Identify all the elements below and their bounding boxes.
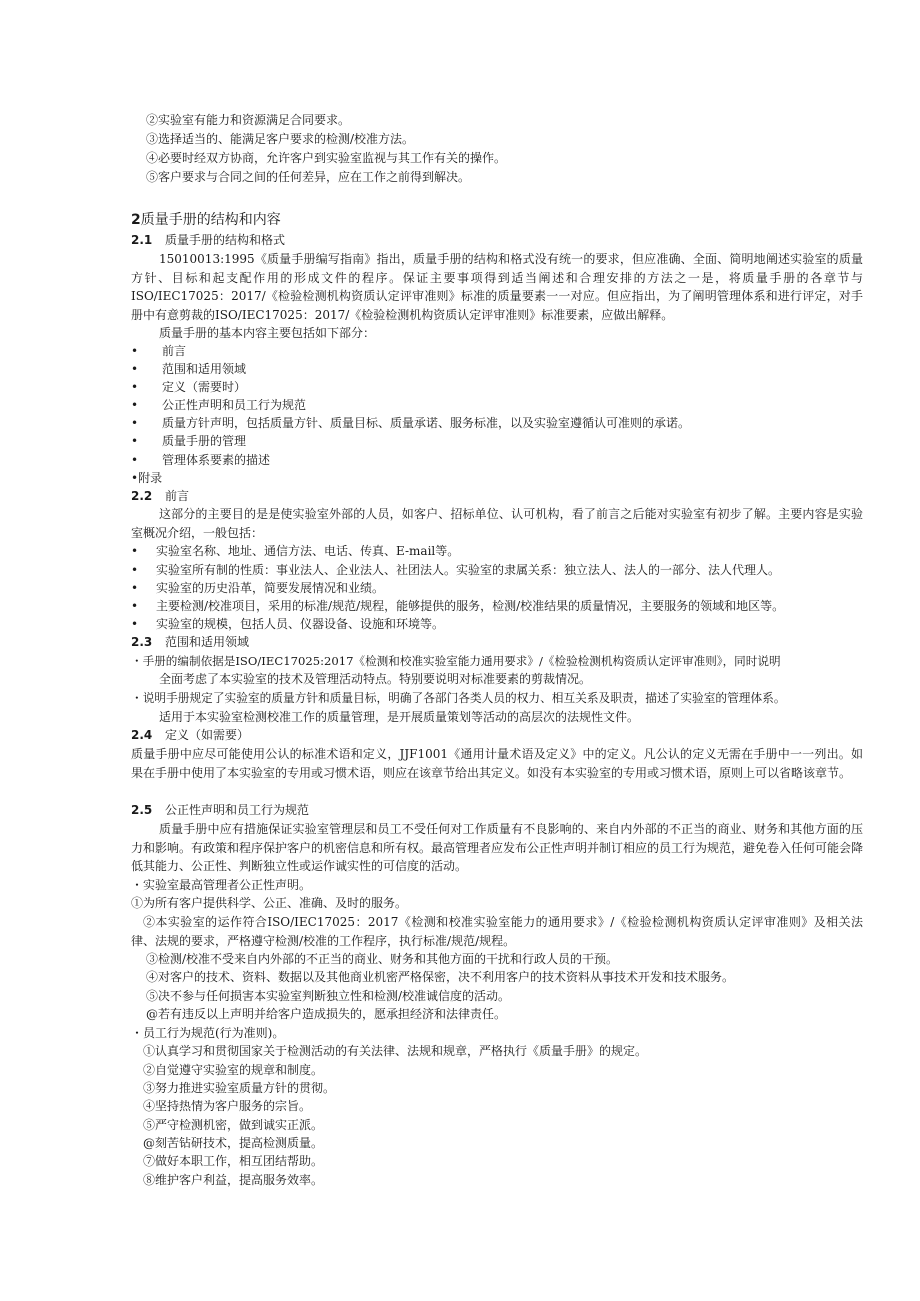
statement-item: @若有违反以上声明并给客户造成损失的，愿承担经济和法律责任。 — [146, 1007, 507, 1021]
subsection-title: 定义（如需要） — [165, 728, 250, 742]
intro-item: ④必要时经双方协商，允许客户到实验室监视与其工作有关的操作。 — [146, 151, 507, 165]
conduct-item: ⑤严守检测机密，做到诚实正派。 — [143, 1118, 324, 1132]
subsection-heading — [131, 633, 249, 652]
subsection-number: 2.5 — [131, 803, 153, 817]
list-item: 实验室的规模，包括人员、仪器设备、设施和环境等。 — [156, 617, 445, 631]
list-item: 实验室所有制的性质：事业法人、企业法人、社团法人。实验室的隶属关系：独立法人、法人的一部分、法人代理人。 — [156, 563, 781, 577]
intro-item: ⑤客户要求与合同之间的任何差异，应在工作之前得到解决。 — [146, 170, 471, 184]
list-item: 实验室名称、地址、通信方法、电话、传真、E-mail等。 — [156, 544, 460, 558]
intro-item: ③选择适当的、能满足客户要求的检测/校准方法。 — [146, 132, 415, 146]
paragraph: 质量手册中应尽可能使用公认的标准术语和定义，JJF1001《通用计量术语及定义》中的定义。凡公认的定义无需在手册中一一列出。如果在手册中使用了本实验室的专用或习惯术语，则应在该章节给出其定义。如没有本实验室的专用或习惯术语，原则上可以省略该章节。 — [131, 747, 863, 780]
bullet-marker: • — [131, 344, 139, 358]
conduct-item: ②自觉遵守实验室的规章和制度。 — [143, 1063, 324, 1077]
subsection-title: 公正性声明和员工行为规范 — [165, 803, 310, 817]
list-item: 公正性声明和员工行为规范 — [162, 398, 307, 412]
list-item: 管理体系要素的描述 — [162, 453, 271, 467]
subsection-number: 2.4 — [131, 728, 153, 742]
bullet-marker: • — [131, 544, 139, 558]
conduct-item: @刻苦钻研技术，提高检测质量。 — [143, 1136, 324, 1150]
intro-item: ②实验室有能力和资源满足合同要求。 — [146, 113, 351, 127]
list-item: 定义（需要时） — [162, 380, 247, 394]
conduct-heading: ・员工行为规范(行为准则)。 — [131, 1026, 285, 1040]
bullet-marker: • — [131, 434, 139, 448]
bullet-marker: • — [131, 380, 139, 394]
statement-item: ⑤决不参与任何损害本实验室判断独立性和检测/校准诚信度的活动。 — [146, 989, 511, 1003]
paragraph: 全面考虑了本实验室的技术及管理活动特点。特别要说明对标准要素的剪裁情况。 — [159, 672, 592, 686]
section-number: 2 — [131, 212, 141, 228]
list-item: 质量方针声明，包括质量方针、质量目标、质量承诺、服务标准，以及实验室遵循认可准则的承诺。 — [162, 416, 691, 430]
subsection-heading — [131, 801, 309, 820]
list-item: 主要检测/校准项目，采用的标准/规范/规程，能够提供的服务，检测/校准结果的质量情况，主要服务的领域和地区等。 — [156, 599, 785, 613]
bullet-marker: • — [131, 617, 139, 631]
subsection-heading — [131, 487, 189, 506]
list-item: 前言 — [162, 344, 187, 358]
paragraph: ・手册的编制依据是ISO/IEC17025:2017《检测和校准实验室能力通用要求》/《检验检测机构资质认定评审准则》，同时说明 — [131, 654, 781, 668]
subsection-number: 2.1 — [131, 233, 153, 247]
list-item: 质量手册的管理 — [162, 434, 247, 448]
paragraph: 15010013:1995《质量手册编写指南》指出，质量手册的结构和格式没有统一的要求，但应准确、全面、简明地阐述实验室的质量方针、目标和起支配作用的形成文件的程序。保证主要事项得到适当阐述和合理安排的方法之一是，将质量手册的各章节与ISO/IEC17025：2017/《检验检测机构资质认定评审准则》标准的质量要素一一对应。但应指出，为了阐明管理体系和进行评定，对手册中有意剪裁的ISO/IEC17025：2017/《检验检测机构资质认定评审准则》标准要素，应做出解释。 — [131, 252, 863, 322]
bullet-marker: • — [131, 563, 139, 577]
subsection-title: 前言 — [165, 489, 190, 503]
paragraph: 质量手册中应有措施保证实验室管理层和员工不受任何对工作质量有不良影响的、来自内外部的不正当的商业、财务和其他方面的压力和影响。有政策和程序保护客户的机密信息和所有权。最高管理者应发布公正性声明并制订相应的员工行为规范，避免卷入任何可能会降低其能力、公正性、判断独立性或运作诚实性的可信度的活动。 — [131, 822, 864, 873]
bullet-marker: • — [131, 416, 139, 430]
bullet-marker: • — [131, 581, 139, 595]
conduct-item: ④坚持热情为客户服务的宗旨。 — [143, 1099, 312, 1113]
paragraph: 质量手册的基本内容主要包括如下部分： — [159, 326, 376, 340]
list-item: 范围和适用领域 — [162, 362, 247, 376]
conduct-item: ③努力推进实验室质量方针的贯彻。 — [143, 1081, 336, 1095]
subsection-number: 2.3 — [131, 635, 153, 649]
statement-item: ①为所有客户提供科学、公正、准确、及时的服务。 — [131, 896, 408, 910]
list-item: 实验室的历史沿革，简要发展情况和业绩。 — [156, 581, 385, 595]
paragraph: 适用于本实验室检测校准工作的质量管理，是开展质量策划等活动的高层次的法规性文件。 — [159, 710, 640, 724]
section-heading — [131, 211, 281, 230]
paragraph: 这部分的主要目的是是使实验室外部的人员，如客户、招标单位、认可机构，看了前言之后能对实验室有初步了解。主要内容是实验室概况介绍，一般包括： — [131, 507, 863, 540]
conduct-item: ⑧维护客户利益，提高服务效率。 — [143, 1173, 324, 1187]
bullet-marker: • — [131, 398, 139, 412]
section-title: 质量手册的结构和内容 — [140, 212, 281, 228]
statement-item: ②本实验室的运作符合ISO/IEC17025：2017《检测和校准实验室能力的通用要求》/《检验检测机构资质认定评审准则》及相关法律、法规的要求，严格遵守检测/校准的工作程序，执行标准/规范/规程。 — [131, 915, 863, 948]
bullet-marker: • — [131, 599, 139, 613]
subsection-number: 2.2 — [131, 489, 153, 503]
subsection-title: 范围和适用领域 — [165, 635, 250, 649]
statement-item: ④对客户的技术、资料、数据以及其他商业机密严格保密，决不利用客户的技术资料从事技术开发和技术服务。 — [146, 970, 735, 984]
subsection-title: 质量手册的结构和格式 — [165, 233, 286, 247]
list-item-appendix: •附录 — [131, 471, 163, 485]
conduct-item: ①认真学习和贯彻国家关于检测活动的有关法律、法规和规章，严格执行《质量手册》的规定。 — [143, 1044, 648, 1058]
paragraph: ・说明手册规定了实验室的质量方针和质量目标，明确了各部门各类人员的权力、相互关系及职责，描述了实验室的管理体系。 — [131, 691, 786, 705]
bullet-marker: • — [131, 453, 139, 467]
conduct-item: ⑦做好本职工作，相互团结帮助。 — [143, 1154, 324, 1168]
statement-heading: ・实验室最高管理者公正性声明。 — [131, 878, 312, 892]
statement-item: ③检测/校准不受来自内外部的不正当的商业、财务和其他方面的干扰和行政人员的干预。 — [146, 952, 619, 966]
bullet-marker: • — [131, 362, 139, 376]
subsection-heading — [131, 726, 249, 745]
subsection-heading — [131, 231, 285, 250]
